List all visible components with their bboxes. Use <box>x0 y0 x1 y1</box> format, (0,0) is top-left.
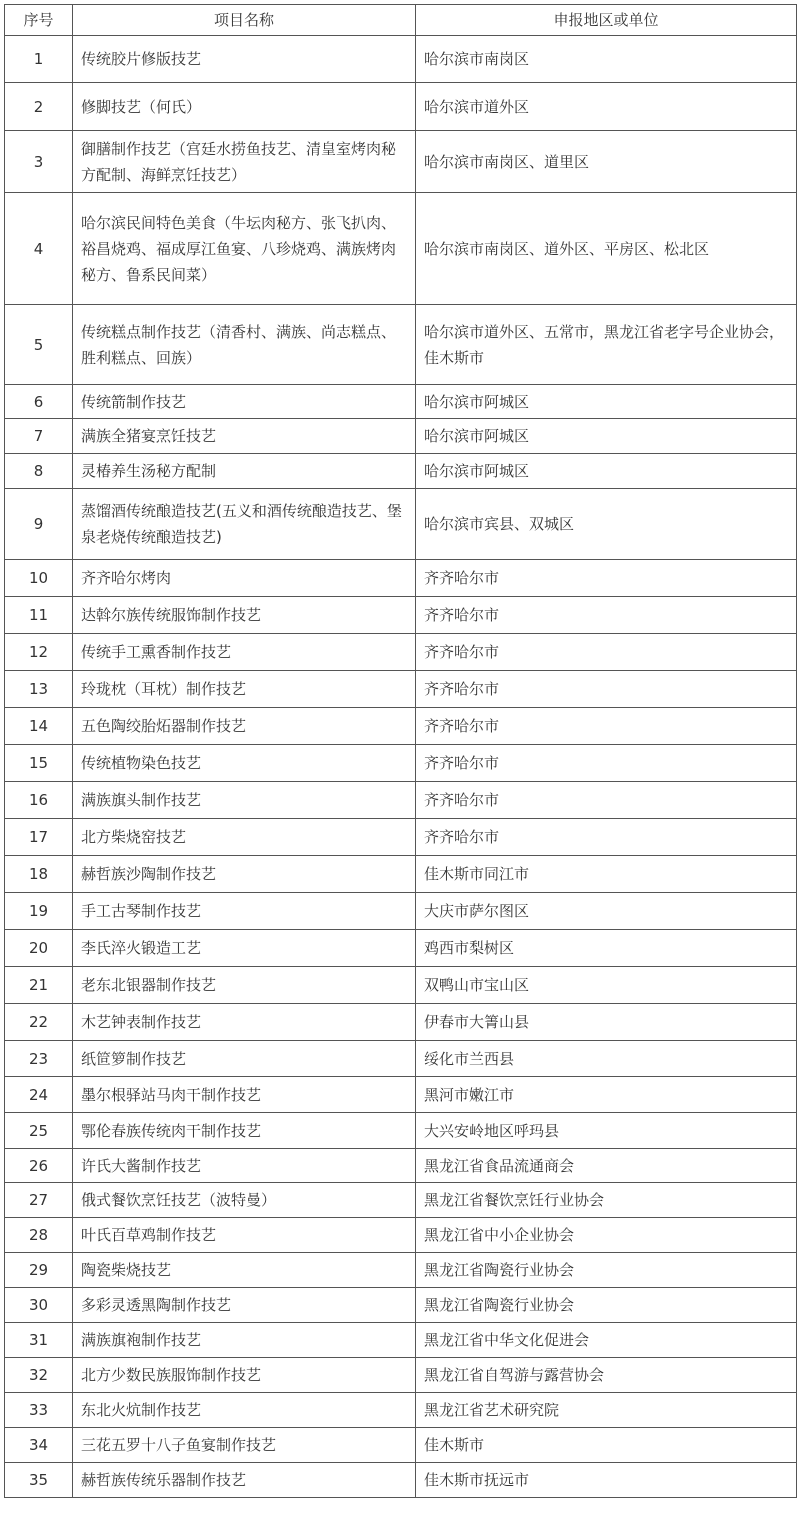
project-name-cell: 俄式餐饮烹饪技艺（波特曼） <box>73 1183 416 1218</box>
region-cell: 黑龙江省艺术研究院 <box>416 1393 797 1428</box>
table-row <box>5 967 797 1004</box>
region-cell: 黑龙江省中小企业协会 <box>416 1218 797 1253</box>
row-number-cell: 1 <box>5 36 73 83</box>
project-name-cell: 多彩灵透黑陶制作技艺 <box>73 1288 416 1323</box>
project-name-cell: 赫哲族传统乐器制作技艺 <box>73 1463 416 1498</box>
table-row <box>5 856 797 893</box>
region-cell: 黑龙江省食品流通商会 <box>416 1149 797 1183</box>
table-row <box>5 1288 797 1323</box>
region-cell: 佳木斯市 <box>416 1428 797 1463</box>
row-number-cell: 10 <box>5 560 73 597</box>
row-number-cell: 6 <box>5 385 73 419</box>
project-name-cell: 修脚技艺（何氏） <box>73 83 416 131</box>
region-cell: 哈尔滨市阿城区 <box>416 454 797 489</box>
table-row <box>5 708 797 745</box>
project-name-cell: 北方柴烧窑技艺 <box>73 819 416 856</box>
table-row <box>5 671 797 708</box>
row-number-cell: 33 <box>5 1393 73 1428</box>
table-row <box>5 419 797 454</box>
table-row <box>5 560 797 597</box>
table-row <box>5 305 797 385</box>
project-name-cell: 传统植物染色技艺 <box>73 745 416 782</box>
project-name-cell: 东北火炕制作技艺 <box>73 1393 416 1428</box>
project-name-cell: 老东北银器制作技艺 <box>73 967 416 1004</box>
row-number-cell: 11 <box>5 597 73 634</box>
region-cell: 黑河市嫩江市 <box>416 1077 797 1113</box>
project-name-cell: 玲珑枕（耳枕）制作技艺 <box>73 671 416 708</box>
row-number-cell: 29 <box>5 1253 73 1288</box>
row-number-cell: 22 <box>5 1004 73 1041</box>
row-number-cell: 25 <box>5 1113 73 1149</box>
project-name-cell: 齐齐哈尔烤肉 <box>73 560 416 597</box>
table-row <box>5 893 797 930</box>
table-body <box>5 36 797 1498</box>
project-name-cell: 木艺钟表制作技艺 <box>73 1004 416 1041</box>
table-row <box>5 1393 797 1428</box>
project-name-cell: 墨尔根驿站马肉干制作技艺 <box>73 1077 416 1113</box>
region-cell: 哈尔滨市阿城区 <box>416 419 797 454</box>
row-number-cell: 21 <box>5 967 73 1004</box>
region-cell: 齐齐哈尔市 <box>416 819 797 856</box>
project-name-cell: 鄂伦春族传统肉干制作技艺 <box>73 1113 416 1149</box>
table-row <box>5 1463 797 1498</box>
region-cell: 哈尔滨市南岗区、道外区、平房区、松北区 <box>416 193 797 305</box>
region-cell: 黑龙江省陶瓷行业协会 <box>416 1253 797 1288</box>
row-number-cell: 7 <box>5 419 73 454</box>
table-row <box>5 1077 797 1113</box>
table-row <box>5 193 797 305</box>
table-row <box>5 1041 797 1077</box>
region-cell: 哈尔滨市宾县、双城区 <box>416 489 797 560</box>
project-name-cell: 蒸馏酒传统酿造技艺(五义和酒传统酿造技艺、堡泉老烧传统酿造技艺) <box>73 489 416 560</box>
row-number-cell: 27 <box>5 1183 73 1218</box>
region-cell: 哈尔滨市道外区、五常市，黑龙江省老字号企业协会，佳木斯市 <box>416 305 797 385</box>
row-number-cell: 28 <box>5 1218 73 1253</box>
project-name-cell: 哈尔滨民间特色美食（牛坛肉秘方、张飞扒肉、裕昌烧鸡、福成厚江鱼宴、八珍烧鸡、满族烤肉秘方、鲁系民间菜） <box>73 193 416 305</box>
project-name-cell: 传统糕点制作技艺（清香村、满族、尚志糕点、胜利糕点、回族） <box>73 305 416 385</box>
row-number-cell: 19 <box>5 893 73 930</box>
project-name-cell: 三花五罗十八子鱼宴制作技艺 <box>73 1428 416 1463</box>
region-cell: 齐齐哈尔市 <box>416 560 797 597</box>
project-name-cell: 传统胶片修版技艺 <box>73 36 416 83</box>
region-cell: 齐齐哈尔市 <box>416 597 797 634</box>
row-number-cell: 20 <box>5 930 73 967</box>
region-cell: 哈尔滨市南岗区 <box>416 36 797 83</box>
table-row <box>5 1323 797 1358</box>
table-row <box>5 597 797 634</box>
table-row <box>5 819 797 856</box>
header-number: 序号 <box>5 5 73 36</box>
row-number-cell: 12 <box>5 634 73 671</box>
row-number-cell: 4 <box>5 193 73 305</box>
project-name-cell: 许氏大酱制作技艺 <box>73 1149 416 1183</box>
row-number-cell: 2 <box>5 83 73 131</box>
table-row <box>5 1253 797 1288</box>
row-number-cell: 34 <box>5 1428 73 1463</box>
table-row <box>5 634 797 671</box>
row-number-cell: 31 <box>5 1323 73 1358</box>
region-cell: 伊春市大箐山县 <box>416 1004 797 1041</box>
row-number-cell: 15 <box>5 745 73 782</box>
row-number-cell: 17 <box>5 819 73 856</box>
table-row <box>5 782 797 819</box>
region-cell: 鸡西市梨树区 <box>416 930 797 967</box>
table-row <box>5 36 797 83</box>
header-region: 申报地区或单位 <box>416 5 797 36</box>
project-name-cell: 五色陶绞胎炻器制作技艺 <box>73 708 416 745</box>
table-row <box>5 454 797 489</box>
region-cell: 齐齐哈尔市 <box>416 708 797 745</box>
project-name-cell: 传统箭制作技艺 <box>73 385 416 419</box>
region-cell: 齐齐哈尔市 <box>416 634 797 671</box>
region-cell: 齐齐哈尔市 <box>416 745 797 782</box>
project-name-cell: 灵椿养生汤秘方配制 <box>73 454 416 489</box>
region-cell: 黑龙江省陶瓷行业协会 <box>416 1288 797 1323</box>
table-row <box>5 1428 797 1463</box>
row-number-cell: 24 <box>5 1077 73 1113</box>
heritage-project-table <box>4 4 797 1498</box>
table-row <box>5 1004 797 1041</box>
project-name-cell: 李氏淬火锻造工艺 <box>73 930 416 967</box>
table-row <box>5 1218 797 1253</box>
project-name-cell: 御膳制作技艺（宫廷水捞鱼技艺、清皇室烤肉秘方配制、海鲜烹饪技艺） <box>73 131 416 193</box>
region-cell: 齐齐哈尔市 <box>416 671 797 708</box>
region-cell: 齐齐哈尔市 <box>416 782 797 819</box>
region-cell: 大庆市萨尔图区 <box>416 893 797 930</box>
region-cell: 大兴安岭地区呼玛县 <box>416 1113 797 1149</box>
row-number-cell: 23 <box>5 1041 73 1077</box>
row-number-cell: 18 <box>5 856 73 893</box>
table-header-row <box>5 5 797 36</box>
row-number-cell: 30 <box>5 1288 73 1323</box>
row-number-cell: 26 <box>5 1149 73 1183</box>
table-row <box>5 1183 797 1218</box>
row-number-cell: 14 <box>5 708 73 745</box>
table-row <box>5 489 797 560</box>
row-number-cell: 3 <box>5 131 73 193</box>
table-row <box>5 385 797 419</box>
project-name-cell: 陶瓷柴烧技艺 <box>73 1253 416 1288</box>
region-cell: 哈尔滨市道外区 <box>416 83 797 131</box>
region-cell: 哈尔滨市南岗区、道里区 <box>416 131 797 193</box>
row-number-cell: 13 <box>5 671 73 708</box>
table-row <box>5 131 797 193</box>
region-cell: 佳木斯市抚远市 <box>416 1463 797 1498</box>
region-cell: 哈尔滨市阿城区 <box>416 385 797 419</box>
project-name-cell: 纸笸箩制作技艺 <box>73 1041 416 1077</box>
project-name-cell: 满族全猪宴烹饪技艺 <box>73 419 416 454</box>
table-row <box>5 745 797 782</box>
project-name-cell: 满族旗头制作技艺 <box>73 782 416 819</box>
table-row <box>5 83 797 131</box>
row-number-cell: 9 <box>5 489 73 560</box>
project-name-cell: 赫哲族沙陶制作技艺 <box>73 856 416 893</box>
row-number-cell: 35 <box>5 1463 73 1498</box>
region-cell: 黑龙江省自驾游与露营协会 <box>416 1358 797 1393</box>
region-cell: 佳木斯市同江市 <box>416 856 797 893</box>
project-name-cell: 北方少数民族服饰制作技艺 <box>73 1358 416 1393</box>
row-number-cell: 32 <box>5 1358 73 1393</box>
table-row <box>5 930 797 967</box>
table-row <box>5 1149 797 1183</box>
row-number-cell: 16 <box>5 782 73 819</box>
region-cell: 双鸭山市宝山区 <box>416 967 797 1004</box>
project-name-cell: 满族旗袍制作技艺 <box>73 1323 416 1358</box>
project-name-cell: 手工古琴制作技艺 <box>73 893 416 930</box>
region-cell: 绥化市兰西县 <box>416 1041 797 1077</box>
region-cell: 黑龙江省餐饮烹饪行业协会 <box>416 1183 797 1218</box>
table-row <box>5 1113 797 1149</box>
project-name-cell: 叶氏百草鸡制作技艺 <box>73 1218 416 1253</box>
row-number-cell: 8 <box>5 454 73 489</box>
row-number-cell: 5 <box>5 305 73 385</box>
region-cell: 黑龙江省中华文化促进会 <box>416 1323 797 1358</box>
header-project-name: 项目名称 <box>73 5 416 36</box>
project-name-cell: 传统手工熏香制作技艺 <box>73 634 416 671</box>
table-row <box>5 1358 797 1393</box>
project-name-cell: 达斡尔族传统服饰制作技艺 <box>73 597 416 634</box>
